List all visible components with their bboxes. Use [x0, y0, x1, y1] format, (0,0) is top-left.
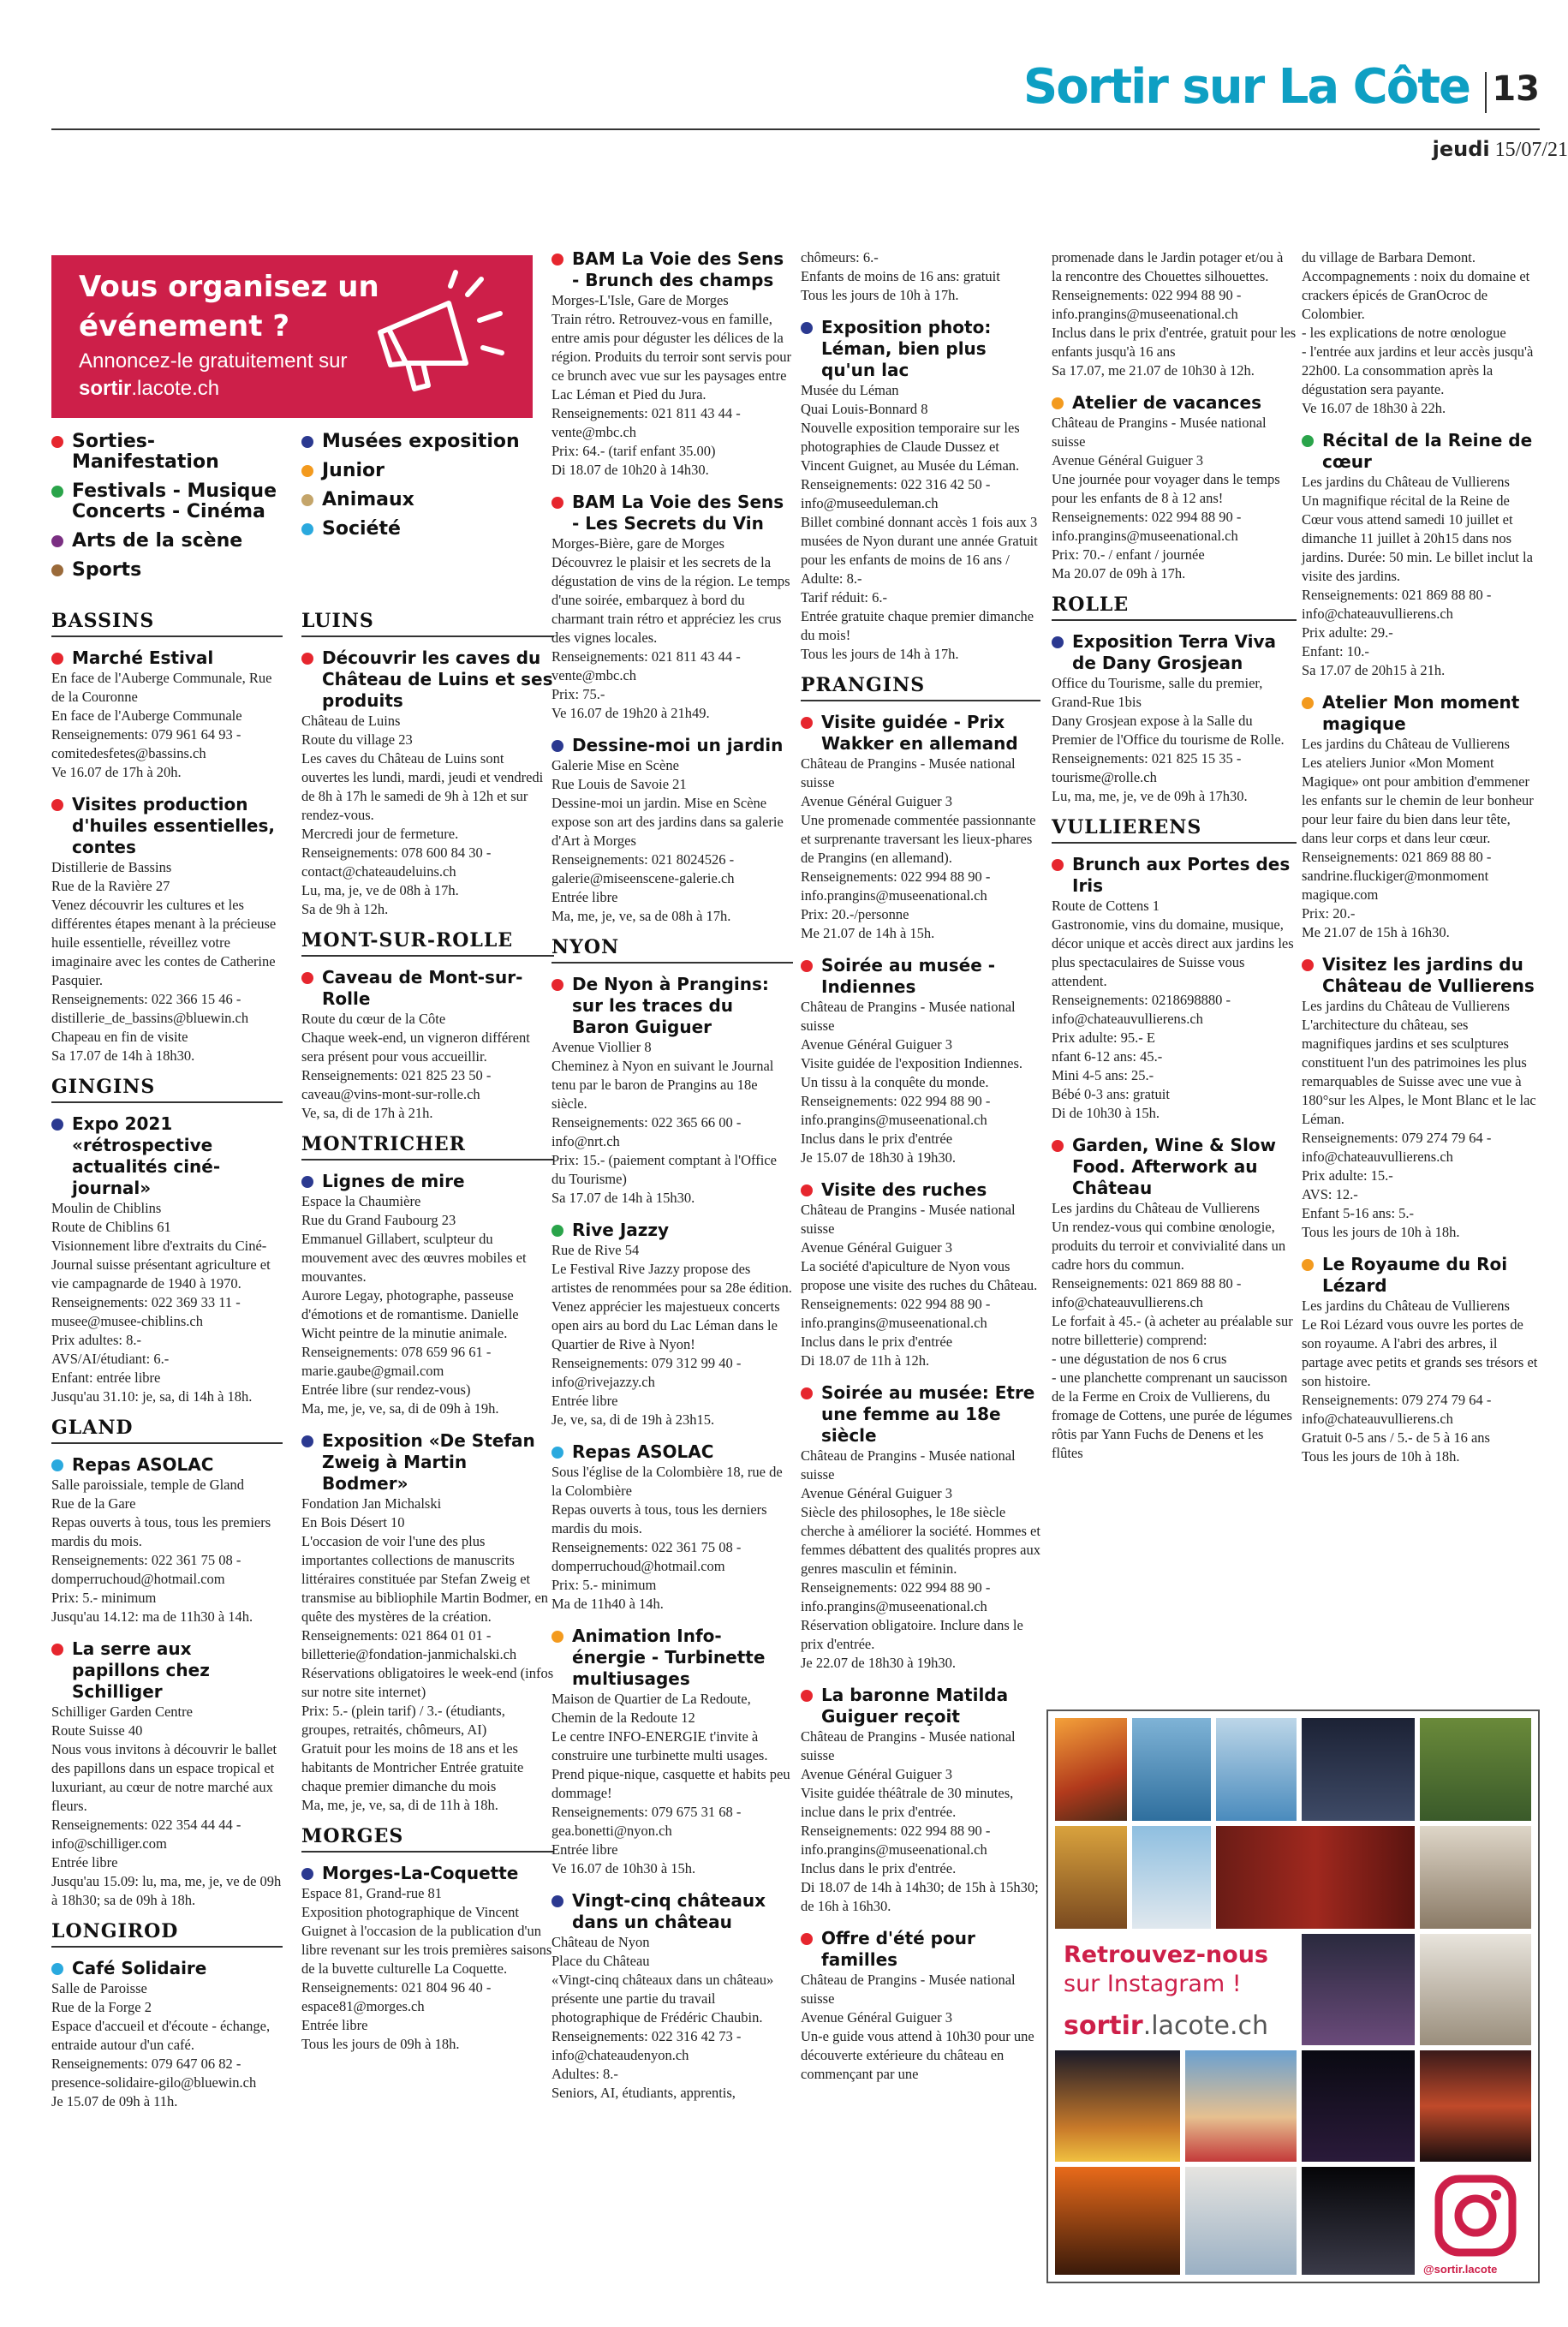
event-listing [1052, 854, 1297, 1123]
event-details: Route du cœur de la Côte Chaque week-end, un vigneron différent sera présent pour vous accueillir. Renseignements: 021 825 23 50 - caveau@vins-mont-sur-rolle.ch Ve, sa, di de 17h à 21h. [301, 1011, 530, 1121]
category-dot-icon [51, 1119, 63, 1131]
event-title[interactable] [801, 1382, 1040, 1447]
legend-label: Sports [72, 559, 142, 581]
instagram-title-bold: Retrouvez-nous [1064, 1942, 1268, 1968]
event-listing [801, 712, 1040, 943]
event-title-text: Visitez les jardins du Château de Vullierens [1322, 954, 1535, 996]
event-listing [51, 647, 283, 782]
event-details: Les jardins du Château de Vullierens L'architecture du château, ses magnifiques jardins et ses sculptures constituent l'un des patrimoines les plus remarquables de Suisse avec une vue à 180°sur les Alpes, le Mont Blanc et le lac Léman. Renseignements: 079 274 79 64 - info@chateauvullierens.ch Prix adulte: 15.- AVS: 12.- Enfant 5-16 ans: 5.- Tous les jours de 10h à 18h. [1302, 998, 1536, 1240]
instagram-promo[interactable] [1046, 1709, 1540, 2283]
event-details: Château de Prangins - Musée national suisse Avenue Général Guiguer 3 Visite guidée théâtrale de 30 minutes, inclue dans le prix d'entrée. Renseignements: 022 994 88 90 - info.prangins@museenational.ch Inclus dans le prix d'entrée. Di 18.07 de 14h à 14h30; de 15h à 15h30; de 16h à 16h30. [801, 1728, 1039, 1914]
page-number: 13 [1492, 69, 1540, 109]
instagram-title [1064, 1941, 1278, 1999]
event-title-text: Lignes de mire [322, 1171, 465, 1191]
photo-tile [1055, 1718, 1127, 1821]
event-details: du village de Barbara Demont. Accompagnements : noix du domaine et crackers épicés de GranOcroc de Colombier. - les explications de notre œnologue - l'entrée aux jardins et leur accès jusqu'à 22h00. La consommation après la dégustation sera payante. Ve 16.07 de 18h30 à 22h. [1302, 249, 1534, 416]
category-dot-icon [51, 653, 63, 665]
category-dot-icon [801, 1690, 813, 1702]
event-details: Les jardins du Château de Vullierens Un rendez-vous qui combine œnologie, produits du terroir et convivialité dans un cadre hors du commun. Renseignements: 021 869 88 80 - info@chateauvullierens.ch Le forfait à 45.- (à acheter au préalable sur notre billetterie) comprend: - une dégustation de nos 6 crus - une planchette comprenant un saucisson de la Ferme en Croix de Vullierens, du fromage de Cottens, une purée de légumes rôtis par Yann Fuchs de Denens et les flûtes [1052, 1200, 1293, 1461]
event-details: En face de l'Auberge Communale, Rue de la Couronne En face de l'Auberge Communale Renseignements: 079 961 64 93 - comitedesfetes@bassins.ch Ve 16.07 de 17h à 20h. [51, 670, 272, 780]
event-listing [1052, 631, 1297, 806]
category-dot-icon [551, 979, 563, 991]
category-dot-icon [51, 799, 63, 811]
photo-tile [1420, 2050, 1531, 2162]
event-title-text: Vingt-cinq châteaux dans un château [572, 1890, 766, 1932]
event-details: Maison de Quartier de La Redoute, Chemin de la Redoute 12 Le centre INFO-ENERGIE t'invite à construire une turbinette multi usages. Prend pique-nique, casquette et habits peu dommage! Renseignements: 079 675 31 68 - gea.bonetti@nyon.ch Entrée libre Ve 16.07 de 10h30 à 15h. [551, 1691, 790, 1877]
instagram-logo-bold: sortir [1064, 2011, 1143, 2041]
category-dot-icon [551, 1631, 563, 1643]
issue-date-value: 15/07/21 [1494, 139, 1568, 161]
event-title[interactable] [801, 1179, 1040, 1201]
event-listing [1302, 430, 1540, 680]
event-title-text: Exposition Terra Viva de Dany Grosjean [1072, 631, 1276, 673]
category-dot-icon [301, 653, 313, 665]
event-details: Château de Prangins - Musée national suisse Avenue Général Guiguer 3 Visite guidée de l'exposition Indiennes. Un tissu à la conquête du monde. Renseignements: 022 994 88 90 - info.prangins@museenational.ch Inclus dans le prix d'entrée Je 15.07 de 18h30 à 19h30. [801, 999, 1023, 1166]
place-heading: BASSINS [51, 612, 283, 637]
event-title[interactable] [301, 1863, 554, 1884]
photo-tile [1185, 2050, 1297, 2162]
event-details: Les jardins du Château de Vullierens Les ateliers Junior «Mon Moment Magique» ont pour ambition d'emmener les enfants sur le chemin de leur bonheur pour leur faire du bien dans leur tête, dans leur corps et dans leur cœur. Renseignements: 021 869 88 80 - sandrine.fluckiger@monmoment magique.com Prix: 20.- Me 21.07 de 15h à 16h30. [1302, 736, 1534, 940]
photo-tile [1216, 1826, 1415, 1929]
photo-tile [1302, 1934, 1415, 2045]
event-title[interactable] [801, 317, 1040, 381]
event-title[interactable] [51, 794, 283, 858]
event-listing [551, 1626, 793, 1878]
event-title[interactable] [801, 955, 1040, 998]
event-details: Galerie Mise en Scène Rue Louis de Savoie 21 Dessine-moi un jardin. Mise en Scène expose son art des jardins dans sa galerie d'Art à Morges Renseignements: 021 8024526 - galerie@miseenscene-galerie.ch Entrée libre Ma, me, je, ve, sa de 08h à 17h. [551, 757, 784, 924]
category-dot-icon [301, 1868, 313, 1880]
event-details: Château de Prangins - Musée national suisse Avenue Général Guiguer 3 La société d'apiculture de Nyon vous propose une visite des ruches du Château. Renseignements: 022 994 88 90 - info.prangins@museenational.ch Inclus dans le prix d'entrée Di 18.07 de 11h à 12h. [801, 1202, 1038, 1369]
event-listing [801, 955, 1040, 1167]
legend-dot-icon [301, 465, 313, 477]
legend-label: Sorties-Manifestation [72, 431, 219, 473]
event-listing [301, 967, 554, 1123]
event-details: Espace 81, Grand-rue 81 Exposition photographique de Vincent Guignet à l'occasion de la publication d'un libre revenant sur les trois premières saisons de la buvette culturelle La Coquette. Renseignements: 021 804 96 40 - espace81@morges.ch Entrée libre Tous les jours de 09h à 18h. [301, 1885, 552, 2052]
legend-dot-icon [301, 523, 313, 535]
event-title[interactable] [551, 248, 793, 291]
event-title[interactable] [1052, 631, 1297, 674]
event-title[interactable] [1302, 430, 1540, 473]
category-dot-icon [551, 497, 563, 509]
event-title-text: Atelier de vacances [1072, 392, 1261, 413]
place-heading: VULLIERENS [1052, 818, 1297, 844]
event-listing [51, 1958, 283, 2111]
legend-column-right [301, 432, 550, 548]
event-title[interactable] [1052, 1135, 1297, 1199]
instagram-icon[interactable] [1430, 2170, 1521, 2261]
event-title[interactable] [51, 1113, 283, 1199]
event-listing [51, 794, 283, 1065]
event-details: Moulin de Chiblins Route de Chiblins 61 Visionnement libre d'extraits du Ciné-Journal suisse présentant agriculture et vie campagnarde de 1940 à 1970. Renseignements: 022 369 33 11 - musee@musee-chiblins.ch Prix adultes: 8.- AVS/AI/étudiant: 6.- Enfant: entrée libre Jusqu'au 31.10: je, sa, di 14h à 18h. [51, 1200, 271, 1405]
event-listing [801, 1179, 1040, 1370]
legend-dot-icon [301, 436, 313, 448]
legend-column-left [51, 432, 300, 589]
photo-tile [1420, 1718, 1531, 1821]
event-title-text: Brunch aux Portes des Iris [1072, 854, 1291, 896]
category-dot-icon [1302, 959, 1314, 971]
event-listing [1302, 1254, 1540, 1466]
event-details: Distillerie de Bassins Rue de la Ravière 27 Venez découvrir les cultures et les différentes étapes menant à la précieuse huile essentielle, réveillez votre imaginaire avec les contes de Catherine Pasquier. Renseignements: 022 366 15 46 - distillerie_de_bassins@bluewin.ch Chapeau en fin de visite Sa 17.07 de 14h à 18h30. [51, 859, 277, 1064]
event-title[interactable] [301, 1430, 554, 1495]
place-heading: MONTRICHER [301, 1135, 554, 1161]
event-title[interactable] [51, 1454, 283, 1476]
event-title[interactable] [551, 735, 793, 756]
instagram-handle[interactable]: @sortir.lacote [1423, 2263, 1498, 2276]
photo-tile [1216, 1718, 1297, 1821]
event-details: Sous l'église de la Colombière 18, rue de la Colombière Repas ouverts à tous, tous les derniers mardis du mois. Renseignements: 022 361 75 08 - domperruchoud@hotmail.com Prix: 5.- minimum Ma de 11h40 à 14h. [551, 1464, 783, 1612]
event-title-text: Rive Jazzy [572, 1220, 670, 1240]
event-details: Château de Prangins - Musée national suisse Avenue Général Guiguer 3 Siècle des philosophes, le 18e siècle cherche à améliorer la société. Hommes et femmes débattent des qualités propres aux genres masculin et féminin. Renseignements: 022 994 88 90 - info.prangins@museenational.ch Réservation obligatoire. Inclure dans le prix d'entrée. Je 22.07 de 18h30 à 19h30. [801, 1447, 1040, 1671]
event-title[interactable] [301, 647, 554, 712]
legend-item [51, 481, 300, 522]
legend-dot-icon [301, 494, 313, 506]
event-details: Avenue Viollier 8 Cheminez à Nyon en suivant le Journal tenu par le baron de Prangins au 18e siècle. Renseignements: 022 365 66 00 - info@nrt.ch Prix: 15.- (paiement comptant à l'Office du Tourisme) Sa 17.07 de 14h à 15h30. [551, 1039, 777, 1206]
event-title-text: Exposition photo: Léman, bien plus qu'un lac [821, 317, 992, 380]
event-listing [551, 1220, 793, 1429]
photo-tile [1055, 2050, 1180, 2162]
category-dot-icon [51, 1459, 63, 1471]
photo-tile [1302, 2050, 1415, 2162]
listing-column-5 [1052, 248, 1297, 1475]
event-title[interactable] [551, 1890, 793, 1933]
photo-tile [1132, 1826, 1211, 1929]
event-details: Schilliger Garden Centre Route Suisse 40 Nous vous invitons à découvrir le ballet des papillons dans un espace tropical et luxuriant, au cœur de notre marché aux fleurs. Renseignements: 022 354 44 44 - info@schilliger.com Entrée libre Jusqu'au 15.09: lu, ma, me, je, ve de 09h à 18h30; sa de 09h à 18h. [51, 1703, 282, 1908]
category-dot-icon [801, 717, 813, 729]
place-heading: GLAND [51, 1418, 283, 1444]
event-listing [551, 1441, 793, 1614]
issue-day: jeudi [1432, 137, 1490, 161]
legend-dot-icon [51, 564, 63, 576]
event-title-text: Repas ASOLAC [572, 1441, 714, 1462]
category-dot-icon [801, 1184, 813, 1196]
event-details: Château de Luins Route du village 23 Les caves du Château de Luins sont ouvertes les lundi, mardi, jeudi et vendredi de 8h à 17h le samedi de 9h à 12h et sur rendez-vous. Mercredi jour de fermeture. Renseignements: 078 600 84 30 - contact@chateaudeluins.ch Lu, ma, je, ve de 08h à 17h. Sa de 9h à 12h. [301, 713, 544, 917]
event-listing [551, 735, 793, 926]
event-details: Musée du Léman Quai Louis-Bonnard 8 Nouvelle exposition temporaire sur les photographies de Claude Dussez et Vincent Guignet, au Musée du Léman. Renseignements: 022 316 42 50 - info@museeduleman.ch Billet combiné donnant accès 1 fois aux 3 musées de Nyon durant une année Gratuit pour les enfants de moins de 16 ans / Adulte: 8.- Tarif réduit: 6.- Entrée gratuite chaque premier dimanche du mois! Tous les jours de 14h à 17h. [801, 382, 1038, 662]
event-listing [301, 1171, 554, 1418]
place-heading: NYON [551, 938, 793, 964]
event-title-text: Dessine-moi un jardin [572, 735, 784, 755]
promo-subtitle [79, 348, 370, 403]
event-title[interactable] [551, 492, 793, 534]
listing-column-1 [51, 600, 283, 2123]
event-listing [551, 248, 793, 480]
promo-title: Vous organisez un événement ? [79, 270, 379, 343]
photo-tile [1420, 1826, 1531, 1929]
event-listing [551, 974, 793, 1208]
event-details: Les jardins du Château de Vullierens Un magnifique récital de la Reine de Cœur vous attend samedi 10 juillet et dimanche 11 juillet à 20h15 dans nos jardins. Durée: 50 min. Le billet inclut la visite des jardins. Renseignements: 021 869 88 80 - info@chateauvullierens.ch Prix adulte: 29.- Enfant: 10.- Sa 17.07 de 20h15 à 21h. [1302, 474, 1533, 678]
place-heading: MONT-SUR-ROLLE [301, 931, 554, 957]
legend-item [51, 560, 300, 581]
header-rule [51, 128, 1540, 130]
photo-tile [1420, 1934, 1531, 2045]
event-title-text: Animation Info-énergie - Turbinette multiusages [572, 1626, 766, 1689]
event-title-text: Découvrir les caves du Château de Luins et ses produits [322, 647, 553, 711]
event-title[interactable] [801, 1928, 1040, 1971]
instagram-site-logo [1064, 2011, 1268, 2041]
event-details: Rue de Rive 54 Le Festival Rive Jazzy propose des artistes de renommées pour sa 28e édition. Venez apprécier les majestueux concerts open airs au bord du Lac Léman dans le Quartier de Rive à Nyon! Renseignements: 079 312 99 40 - info@rivejazzy.ch Entrée libre Je, ve, sa, di de 19h à 23h15. [551, 1242, 792, 1428]
category-dot-icon [1052, 636, 1064, 648]
category-dot-icon [51, 1644, 63, 1656]
event-title-text: Le Royaume du Roi Lézard [1322, 1254, 1508, 1296]
category-dot-icon [51, 1963, 63, 1975]
event-title[interactable] [301, 1171, 554, 1192]
event-details: promenade dans le Jardin potager et/ou à la rencontre des Chouettes silhouettes. Renseignements: 022 994 88 90 - info.prangins@museenational.ch Inclus dans le prix d'entrée, gratuit pour les enfants jusqu'à 16 ans Sa 17.07, me 21.07 de 10h30 à 12h. [1052, 249, 1297, 379]
category-dot-icon [551, 1225, 563, 1237]
event-listing [301, 647, 554, 919]
event-listing [51, 1113, 283, 1406]
event-listing [1052, 248, 1297, 380]
category-dot-icon [301, 972, 313, 984]
event-listing [51, 1454, 283, 1626]
event-title[interactable] [1302, 954, 1540, 997]
category-dot-icon [801, 1933, 813, 1945]
event-details: Château de Prangins - Musée national suisse Avenue Général Guiguer 3 Un-e guide vous attend à 10h30 pour une découverte extérieure du château en commençant par une [801, 1972, 1034, 2082]
event-title[interactable] [1302, 1254, 1540, 1297]
page-title: Sortir sur La Côte [1022, 59, 1470, 115]
photo-tile [1132, 1718, 1211, 1821]
event-title[interactable] [801, 712, 1040, 755]
category-dot-icon [551, 254, 563, 266]
instagram-title-rest: sur Instagram ! [1064, 1971, 1242, 1997]
event-listing [801, 1382, 1040, 1673]
event-title-text: Visites production d'huiles essentielles, contes [72, 794, 275, 857]
event-title-text: Garden, Wine & Slow Food. Afterwork au Château [1072, 1135, 1277, 1198]
category-dot-icon [1302, 697, 1314, 709]
category-dot-icon [301, 1435, 313, 1447]
issue-date [1433, 137, 1568, 162]
event-details: Morges-Bière, gare de Morges Découvrez le plaisir et les secrets de la dégustation de vins de la région. Le temps d'une soirée, embarquez à bord du charmant train rétro et appréciez les crus des vignes locales. Renseignements: 021 811 43 44 - vente@mbc.ch Prix: 75.- Ve 16.07 de 19h20 à 21h49. [551, 535, 790, 721]
promo-subtitle-text: Annoncez-le gratuitement sur [79, 349, 348, 373]
legend-dot-icon [51, 486, 63, 498]
page-header [51, 59, 1540, 130]
legend-item [51, 531, 300, 552]
event-listing [1302, 692, 1540, 942]
legend-label: Festivals - Musique Concerts - Cinéma [72, 480, 277, 522]
place-heading: LUINS [301, 612, 554, 637]
legend-label: Junior [322, 460, 385, 481]
event-title-text: La serre aux papillons chez Schilliger [72, 1638, 210, 1702]
category-dot-icon [551, 740, 563, 752]
legend-label: Musées exposition [322, 431, 520, 452]
event-title-text: De Nyon à Prangins: sur les traces du Baron Guiguer [572, 974, 769, 1037]
event-title[interactable] [801, 1685, 1040, 1727]
photo-tile [1055, 2167, 1180, 2275]
event-details: Château de Prangins - Musée national suisse Avenue Général Guiguer 3 Une journée pour voyager dans le temps pour les enfants de 8 à 12 ans! Renseignements: 022 994 88 90 - info.prangins@museenational.ch Prix: 70.- / enfant / journée Ma 20.07 de 09h à 17h. [1052, 415, 1280, 582]
event-details: Fondation Jan Michalski En Bois Désert 10 L'occasion de voir l'une des plus importantes collections de manuscrits littéraires constituée par Stefan Zweig et transmise au bibliophile Martin Bodmer, en quête des mystères de la création. Renseignements: 021 864 01 01 - billetterie@fondation-janmichalski.ch Réservations obligatoires le week-end (infos sur notre site internet) Prix: 5.- (plein tarif) / 3.- (étudiants, groupes, retraités, chômeurs, AI) Gratuit pour les moins de 18 ans et les habitants de Montricher Entrée gratuite chaque premier dimanche du mois Ma, me, je, ve, sa, di de 11h à 18h. [301, 1495, 554, 1813]
event-listing [1302, 954, 1540, 1242]
event-title-text: Caveau de Mont-sur-Rolle [322, 967, 523, 1009]
category-dot-icon [1052, 397, 1064, 409]
category-dot-icon [801, 322, 813, 334]
event-listing [551, 492, 793, 723]
event-details: Les jardins du Château de Vullierens Le Roi Lézard vous ouvre les portes de son royaume. A l'abri des arbres, il partage avec petits et grands ses trésors et son histoire. Renseignements: 079 274 79 64 - info@chateauvullierens.ch Gratuit 0-5 ans / 5.- de 5 à 16 ans Tous les jours de 10h à 18h. [1302, 1298, 1538, 1465]
event-listing [801, 1685, 1040, 1916]
event-title-text: Atelier Mon moment magique [1322, 692, 1520, 734]
photo-tile [1185, 2167, 1297, 2275]
event-title[interactable] [1052, 392, 1297, 414]
event-title[interactable] [51, 647, 283, 669]
legend-item [301, 432, 550, 452]
event-title-text: Visite guidée - Prix Wakker en allemand [821, 712, 1018, 754]
event-title[interactable] [301, 967, 554, 1010]
place-heading: LONGIROD [51, 1922, 283, 1948]
category-dot-icon [1052, 1140, 1064, 1152]
event-title-text: Soirée au musée: Etre une femme au 18e siècle [821, 1382, 1035, 1446]
megaphone-icon [355, 269, 509, 397]
legend-item [51, 432, 300, 473]
event-details: Salle paroissiale, temple de Gland Rue de la Gare Repas ouverts à tous, tous les premiers mardis du mois. Renseignements: 022 361 75 08 - domperruchoud@hotmail.com Prix: 5.- minimum Jusqu'au 14.12: ma de 11h30 à 14h. [51, 1477, 271, 1625]
promo-logo-rest: .lacote.ch [131, 377, 220, 400]
category-dot-icon [1052, 859, 1064, 871]
event-details: chômeurs: 6.- Enfants de moins de 16 ans: gratuit Tous les jours de 10h à 17h. [801, 249, 1000, 303]
listing-column-3 [551, 248, 793, 2115]
listing-column-6 [1302, 248, 1540, 1478]
event-title-text: Expo 2021 «rétrospective actualités ciné-journal» [72, 1113, 221, 1198]
place-heading: GINGINS [51, 1077, 283, 1103]
category-dot-icon [801, 1387, 813, 1399]
event-title-text: Visite des ruches [821, 1179, 987, 1200]
event-title[interactable] [51, 1958, 283, 1979]
event-details: Office du Tourisme, salle du premier, Grand-Rue 1bis Dany Grosjean expose à la Salle du Premier de l'Office du tourisme de Rolle. Renseignements: 021 825 15 35 - tourisme@rolle.ch Lu, ma, me, je, ve de 09h à 17h30. [1052, 675, 1285, 804]
event-title-text: BAM La Voie des Sens - Brunch des champs [572, 248, 784, 290]
event-title[interactable] [51, 1638, 283, 1703]
event-title-text: Exposition «De Stefan Zweig à Martin Bodmer» [322, 1430, 535, 1494]
legend-item [301, 461, 550, 481]
event-title-text: La baronne Matilda Guiguer reçoit [821, 1685, 1009, 1727]
event-details: Morges-L'Isle, Gare de Morges Train rétro. Retrouvez-vous en famille, entre amis pour déguster les délices de la région. Produits du terroir sont servis pour ce brunch avec vue sur les paysages entre Lac Léman et Pied du Jura. Renseignements: 021 811 43 44 - vente@mbc.ch Prix: 64.- (tarif enfant 35.00) Di 18.07 de 10h20 à 14h30. [551, 292, 792, 478]
event-title-text: Récital de la Reine de cœur [1322, 430, 1533, 472]
event-listing [551, 1890, 793, 2103]
event-details: Salle de Paroisse Rue de la Forge 2 Espace d'accueil et d'écoute - échange, entraide autour d'un café. Renseignements: 079 647 06 82 - presence-solidaire-gilo@bluewin.ch Je 15.07 de 09h à 11h. [51, 1980, 271, 2109]
category-dot-icon [551, 1447, 563, 1459]
event-details: Château de Nyon Place du Château «Vingt-cinq châteaux dans un château» présente une partie du travail photographique de Frédéric Chaubin. Renseignements: 022 316 42 73 - info@chateaudenyon.ch Adultes: 8.- Seniors, AI, étudiants, apprentis, [551, 1934, 774, 2101]
category-legend [51, 431, 582, 581]
event-details: Château de Prangins - Musée national suisse Avenue Général Guiguer 3 Une promenade commentée passionnante et surprenante traversant les lieux-phares de Prangins (en allemand). Renseignements: 022 994 88 90 - info.prangins@museenational.ch Prix: 20.-/personne Me 21.07 de 14h à 15h. [801, 755, 1036, 941]
place-heading: MORGES [301, 1827, 554, 1853]
instagram-logo-rest: .lacote.ch [1142, 2011, 1269, 2041]
event-listing [801, 248, 1040, 305]
event-listing [1052, 1135, 1297, 1463]
event-listing [1302, 248, 1540, 418]
event-title[interactable] [551, 1220, 793, 1241]
event-title-text: Morges-La-Coquette [322, 1863, 519, 1883]
event-listing [1052, 392, 1297, 583]
event-title[interactable] [1052, 854, 1297, 897]
legend-item [301, 519, 550, 540]
event-title-text: BAM La Voie des Sens - Les Secrets du Vin [572, 492, 784, 534]
title-separator [1485, 72, 1487, 113]
event-title[interactable] [551, 1441, 793, 1463]
photo-tile [1055, 1826, 1127, 1929]
category-dot-icon [1302, 1259, 1314, 1271]
event-title[interactable] [551, 1626, 793, 1690]
promo-logo-bold: sortir [79, 377, 132, 400]
event-title-text: Repas ASOLAC [72, 1454, 214, 1475]
event-title[interactable] [1302, 692, 1540, 735]
photo-tile [1302, 1718, 1415, 1821]
place-heading: ROLLE [1052, 595, 1297, 621]
legend-item [301, 490, 550, 510]
event-listing [301, 1430, 554, 1815]
event-title-text: Café Solidaire [72, 1958, 207, 1978]
event-listing [801, 317, 1040, 664]
legend-label: Arts de la scène [72, 530, 243, 552]
category-dot-icon [301, 1176, 313, 1188]
event-details: Espace la Chaumière Rue du Grand Faubourg 23 Emmanuel Gillabert, sculpteur du mouvement avec des œuvres mobiles et mouvantes. Aurore Legay, photographe, passeuse d'émotions et de romantisme. Danielle Wicht peintre de la minutie animale. Renseignements: 078 659 96 61 - marie.gaube@gmail.com Entrée libre (sur rendez-vous) Ma, me, je, ve, sa, di de 09h à 19h. [301, 1193, 527, 1417]
event-title-text: Marché Estival [72, 647, 214, 668]
listing-column-2 [301, 600, 554, 2066]
legend-dot-icon [51, 436, 63, 448]
event-title[interactable] [551, 974, 793, 1038]
promo-banner[interactable] [51, 255, 533, 418]
event-listing [51, 1638, 283, 1910]
category-dot-icon [801, 960, 813, 972]
photo-tile [1302, 2167, 1415, 2275]
legend-label: Société [322, 518, 401, 540]
event-title-text: Offre d'été pour familles [821, 1928, 975, 1970]
category-dot-icon [1302, 435, 1314, 447]
listing-column-4 [801, 248, 1040, 2096]
place-heading: PRANGINS [801, 676, 1040, 701]
legend-label: Animaux [322, 489, 414, 510]
category-dot-icon [551, 1895, 563, 1907]
event-title-text: Soirée au musée - Indiennes [821, 955, 996, 997]
event-listing [801, 1928, 1040, 2084]
event-listing [301, 1863, 554, 2054]
legend-dot-icon [51, 535, 63, 547]
event-details: Route de Cottens 1 Gastronomie, vins du domaine, musique, décor unique et accès direct aux jardins les plus spectaculaires de Suisse vous attendent. Renseignements: 0218698880 - info@chateauvullierens.ch Prix adulte: 95.- E nfant 6-12 ans: 45.- Mini 4-5 ans: 25.- Bébé 0-3 ans: gratuit Di de 10h30 à 15h. [1052, 898, 1294, 1121]
